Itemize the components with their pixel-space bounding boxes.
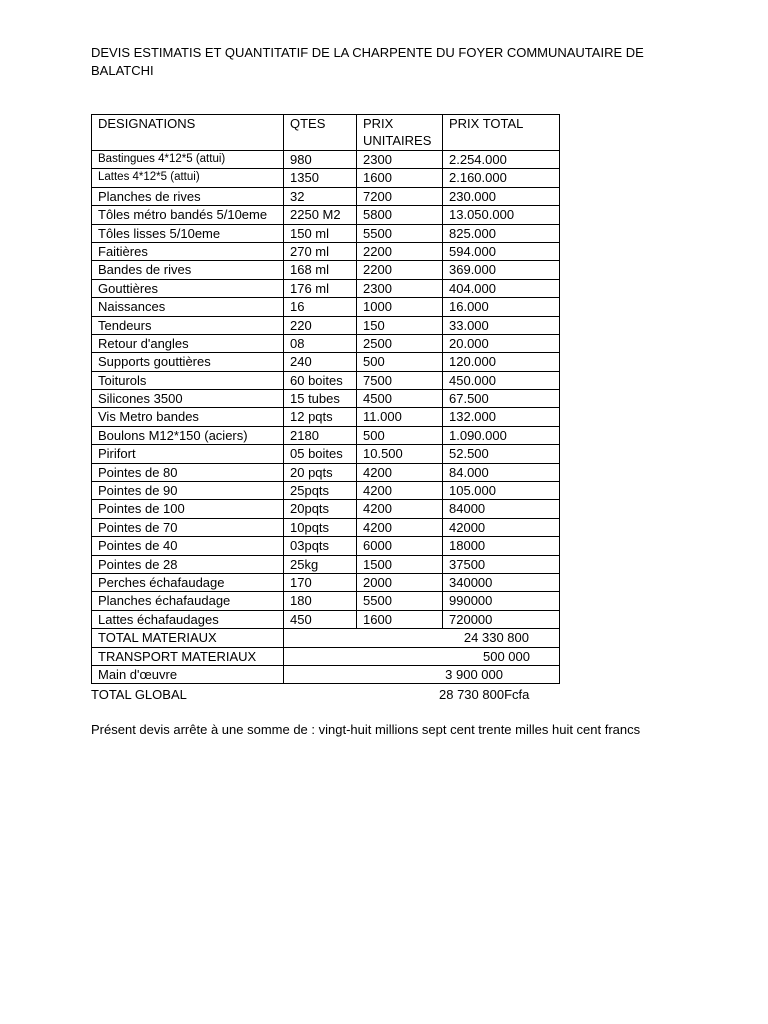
- cell-prix-unitaire: 5800: [357, 206, 443, 224]
- cell-prix-total: 340000: [443, 573, 560, 591]
- cell-qte: 25kg: [284, 555, 357, 573]
- cell-qte: 176 ml: [284, 279, 357, 297]
- cell-prix-total: 825.000: [443, 224, 560, 242]
- cell-prix-unitaire: 4200: [357, 482, 443, 500]
- total-global-value: 28 730 800Fcfa: [439, 687, 530, 702]
- cell-prix-unitaire: 11.000: [357, 408, 443, 426]
- cell-designation: Lattes échafaudages: [92, 610, 284, 628]
- cell-prix-total: 84000: [443, 500, 560, 518]
- table-row: [92, 555, 560, 573]
- cell-qte: 170: [284, 573, 357, 591]
- header-prix-unitaires: PRIX UNITAIRES: [357, 115, 443, 151]
- header-qtes: QTES: [284, 115, 357, 151]
- cell-prix-unitaire: 10.500: [357, 445, 443, 463]
- total-materiaux-value: 24 330 800: [284, 629, 560, 647]
- cell-prix-total: 450.000: [443, 371, 560, 389]
- transport-label: TRANSPORT MATERIAUX: [92, 647, 284, 665]
- cell-prix-unitaire: 2200: [357, 261, 443, 279]
- cell-qte: 15 tubes: [284, 390, 357, 408]
- amount-statement: Présent devis arrête à une somme de : vingt-huit millions sept cent trente milles huit cent francs: [91, 722, 641, 737]
- cell-qte: 05 boites: [284, 445, 357, 463]
- table-row: [92, 151, 560, 169]
- cell-designation: Gouttières: [92, 279, 284, 297]
- cell-qte: 32: [284, 187, 357, 205]
- cell-designation: Bandes de rives: [92, 261, 284, 279]
- cell-designation: Toiturols: [92, 371, 284, 389]
- cell-designation: Pointes de 70: [92, 518, 284, 536]
- cell-prix-unitaire: 2300: [357, 279, 443, 297]
- cell-designation: Pointes de 100: [92, 500, 284, 518]
- table-row: [92, 187, 560, 205]
- cell-prix-total: 105.000: [443, 482, 560, 500]
- cell-qte: 08: [284, 334, 357, 352]
- cell-prix-total: 132.000: [443, 408, 560, 426]
- header-prix-total: PRIX TOTAL: [443, 115, 560, 151]
- cell-designation: Faitières: [92, 242, 284, 260]
- table-row: [92, 408, 560, 426]
- main-oeuvre-row: [92, 665, 560, 683]
- cell-qte: 16: [284, 298, 357, 316]
- table-row: [92, 482, 560, 500]
- cell-prix-unitaire: 4200: [357, 500, 443, 518]
- cell-prix-unitaire: 1500: [357, 555, 443, 573]
- table-row: [92, 261, 560, 279]
- cell-prix-total: 404.000: [443, 279, 560, 297]
- cell-designation: Planches de rives: [92, 187, 284, 205]
- cell-designation: Pointes de 28: [92, 555, 284, 573]
- table-row: [92, 316, 560, 334]
- table-header-row: [92, 115, 560, 151]
- cell-prix-unitaire: 1000: [357, 298, 443, 316]
- cell-prix-unitaire: 2500: [357, 334, 443, 352]
- cell-prix-unitaire: 500: [357, 426, 443, 444]
- cell-prix-unitaire: 6000: [357, 537, 443, 555]
- cell-prix-unitaire: 2000: [357, 573, 443, 591]
- cell-designation: Tendeurs: [92, 316, 284, 334]
- cell-prix-total: 84.000: [443, 463, 560, 481]
- cell-prix-unitaire: 5500: [357, 224, 443, 242]
- cell-prix-total: 67.500: [443, 390, 560, 408]
- cell-qte: 2250 M2: [284, 206, 357, 224]
- table-row: [92, 573, 560, 591]
- cell-qte: 20 pqts: [284, 463, 357, 481]
- table-row: [92, 279, 560, 297]
- cell-designation: Retour d'angles: [92, 334, 284, 352]
- table-row: [92, 390, 560, 408]
- cell-designation: Naissances: [92, 298, 284, 316]
- cell-qte: 220: [284, 316, 357, 334]
- cell-prix-unitaire: 4200: [357, 463, 443, 481]
- cell-designation: Supports gouttières: [92, 353, 284, 371]
- cell-prix-total: 1.090.000: [443, 426, 560, 444]
- cell-qte: 12 pqts: [284, 408, 357, 426]
- cell-qte: 180: [284, 592, 357, 610]
- table-row: [92, 592, 560, 610]
- table-row: [92, 610, 560, 628]
- cell-prix-total: 2.160.000: [443, 169, 560, 187]
- cell-designation: Lattes 4*12*5 (attui): [92, 169, 284, 187]
- cell-prix-total: 20.000: [443, 334, 560, 352]
- cell-prix-total: 37500: [443, 555, 560, 573]
- cell-designation: Pointes de 40: [92, 537, 284, 555]
- cell-prix-total: 120.000: [443, 353, 560, 371]
- cell-designation: Pointes de 80: [92, 463, 284, 481]
- cell-prix-unitaire: 2300: [357, 151, 443, 169]
- cell-prix-unitaire: 7200: [357, 187, 443, 205]
- total-global-label: TOTAL GLOBAL: [91, 687, 187, 702]
- cell-qte: 10pqts: [284, 518, 357, 536]
- table-row: [92, 445, 560, 463]
- cell-prix-total: 720000: [443, 610, 560, 628]
- cell-prix-total: 18000: [443, 537, 560, 555]
- table-row: [92, 518, 560, 536]
- cell-prix-total: 33.000: [443, 316, 560, 334]
- table-row: [92, 500, 560, 518]
- cell-prix-total: 13.050.000: [443, 206, 560, 224]
- table-row: [92, 242, 560, 260]
- total-global-line: [91, 686, 551, 703]
- table-row: [92, 298, 560, 316]
- table-row: [92, 224, 560, 242]
- cell-qte: 20pqts: [284, 500, 357, 518]
- cell-qte: 2180: [284, 426, 357, 444]
- cell-designation: Tôles métro bandés 5/10eme: [92, 206, 284, 224]
- table-row: [92, 371, 560, 389]
- cell-prix-unitaire: 2200: [357, 242, 443, 260]
- cell-designation: Tôles lisses 5/10eme: [92, 224, 284, 242]
- cell-prix-total: 42000: [443, 518, 560, 536]
- header-designations: DESIGNATIONS: [92, 115, 284, 151]
- cell-designation: Perches échafaudage: [92, 573, 284, 591]
- cell-qte: 980: [284, 151, 357, 169]
- cell-prix-total: 52.500: [443, 445, 560, 463]
- cell-designation: Pointes de 90: [92, 482, 284, 500]
- cell-prix-total: 369.000: [443, 261, 560, 279]
- document-title: DEVIS ESTIMATIS ET QUANTITATIF DE LA CHARPENTE DU FOYER COMMUNAUTAIRE DE BALATCHI: [91, 45, 644, 78]
- cell-qte: 450: [284, 610, 357, 628]
- cell-qte: 60 boites: [284, 371, 357, 389]
- cell-prix-total: 594.000: [443, 242, 560, 260]
- cell-designation: Pirifort: [92, 445, 284, 463]
- cell-qte: 03pqts: [284, 537, 357, 555]
- cell-qte: 25pqts: [284, 482, 357, 500]
- table-row: [92, 537, 560, 555]
- main-oeuvre-label: Main d'œuvre: [92, 665, 284, 683]
- total-materiaux-row: [92, 629, 560, 647]
- cell-prix-unitaire: 5500: [357, 592, 443, 610]
- cell-qte: 270 ml: [284, 242, 357, 260]
- table-row: [92, 334, 560, 352]
- cell-prix-unitaire: 4500: [357, 390, 443, 408]
- cell-designation: Silicones 3500: [92, 390, 284, 408]
- quote-table: [91, 114, 560, 684]
- cell-prix-unitaire: 150: [357, 316, 443, 334]
- cell-qte: 1350: [284, 169, 357, 187]
- table-row: [92, 463, 560, 481]
- cell-prix-total: 230.000: [443, 187, 560, 205]
- cell-prix-unitaire: 1600: [357, 610, 443, 628]
- cell-prix-total: 16.000: [443, 298, 560, 316]
- cell-designation: Boulons M12*150 (aciers): [92, 426, 284, 444]
- cell-qte: 150 ml: [284, 224, 357, 242]
- table-row: [92, 426, 560, 444]
- total-materiaux-label: TOTAL MATERIAUX: [92, 629, 284, 647]
- table-row: [92, 353, 560, 371]
- cell-prix-unitaire: 7500: [357, 371, 443, 389]
- cell-designation: Planches échafaudage: [92, 592, 284, 610]
- cell-prix-unitaire: 4200: [357, 518, 443, 536]
- table-row: [92, 206, 560, 224]
- cell-qte: 240: [284, 353, 357, 371]
- table-row: [92, 169, 560, 187]
- cell-prix-unitaire: 500: [357, 353, 443, 371]
- cell-prix-total: 2.254.000: [443, 151, 560, 169]
- cell-designation: Bastingues 4*12*5 (attui): [92, 151, 284, 169]
- main-oeuvre-value: 3 900 000: [284, 665, 560, 683]
- cell-designation: Vis Metro bandes: [92, 408, 284, 426]
- transport-row: [92, 647, 560, 665]
- transport-value: 500 000: [284, 647, 560, 665]
- cell-prix-unitaire: 1600: [357, 169, 443, 187]
- cell-qte: 168 ml: [284, 261, 357, 279]
- cell-prix-total: 990000: [443, 592, 560, 610]
